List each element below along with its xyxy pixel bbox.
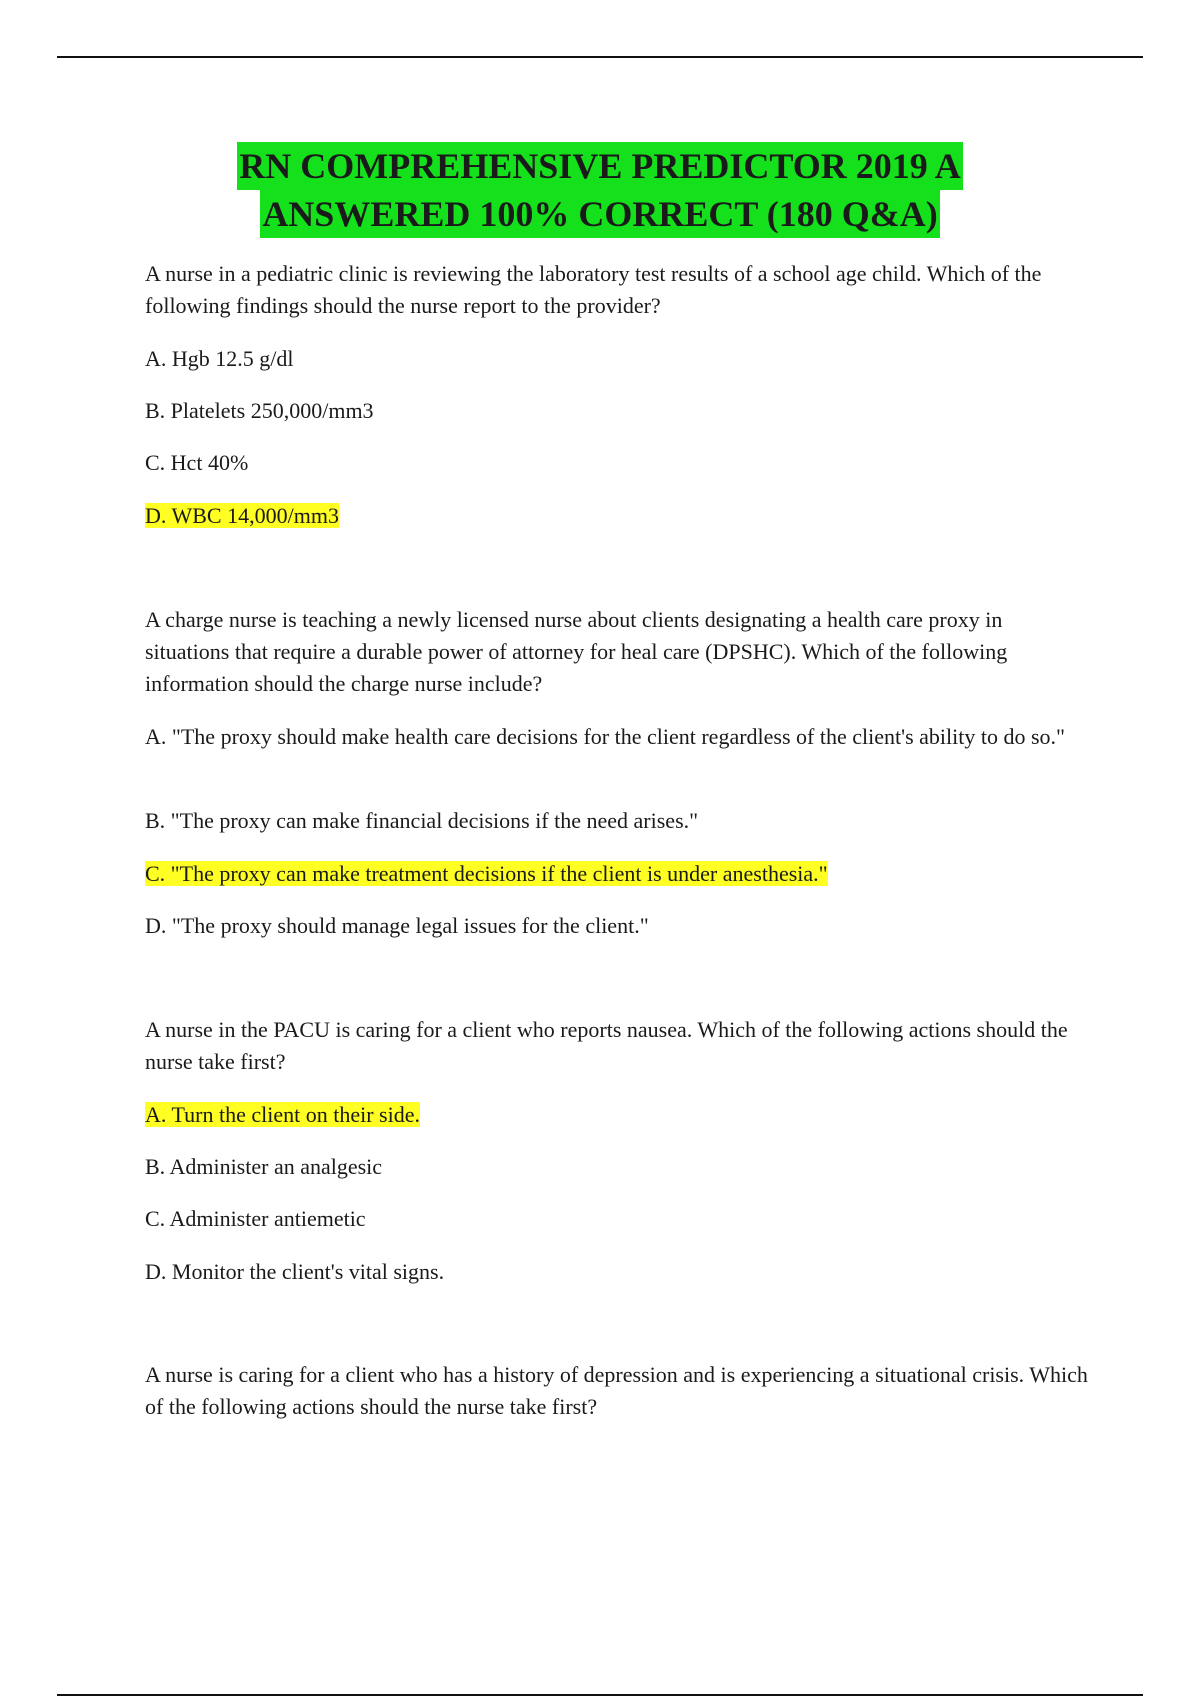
option-d-row [145, 500, 339, 532]
question-2 [145, 604, 1090, 700]
question-text: A charge nurse is teaching a newly licensed nurse about clients designating a health care proxy in situations that require a durable power of attorney for heal care (DPSHC). Which of the following information should the charge nurse include? [145, 607, 1008, 696]
option-a: A. "The proxy should make health care decisions for the client regardless of the client's ability to do so." [145, 724, 1066, 749]
option-a-row [145, 1099, 420, 1131]
question-3 [145, 1014, 1090, 1078]
option-c: C. Administer antiemetic [145, 1206, 366, 1231]
title-line-1: RN COMPREHENSIVE PREDICTOR 2019 A [237, 142, 962, 190]
top-rule [57, 56, 1143, 58]
page-title [0, 142, 1200, 238]
option-b: B. Platelets 250,000/mm3 [145, 398, 374, 423]
option-b: B. "The proxy can make financial decisions if the need arises." [145, 808, 699, 833]
option-a-highlighted: A. Turn the client on their side. [145, 1102, 420, 1127]
option-b: B. Administer an analgesic [145, 1154, 383, 1179]
option-d-highlighted: D. WBC 14,000/mm3 [145, 503, 339, 528]
question-1 [145, 258, 1090, 322]
option-c: C. Hct 40% [145, 450, 249, 475]
title-line-2: ANSWERED 100% CORRECT (180 Q&A) [260, 190, 939, 238]
question-text: A nurse in a pediatric clinic is reviewing the laboratory test results of a school age child. Which of the following findings should the nurse report to the provider? [145, 261, 1042, 318]
option-d: D. Monitor the client's vital signs. [145, 1259, 445, 1284]
bottom-rule [57, 1694, 1143, 1696]
option-c-highlighted: C. "The proxy can make treatment decisions if the client is under anesthesia." [145, 861, 828, 886]
question-text: A nurse in the PACU is caring for a client who reports nausea. Which of the following actions should the nurse take first? [145, 1017, 1068, 1074]
option-d: D. "The proxy should manage legal issues for the client." [145, 913, 649, 938]
option-c-row [145, 858, 828, 890]
question-text: A nurse is caring for a client who has a history of depression and is experiencing a situational crisis. Which of the following actions should the nurse take first? [145, 1362, 1088, 1419]
option-a: A. Hgb 12.5 g/dl [145, 346, 294, 371]
question-4 [145, 1359, 1090, 1423]
